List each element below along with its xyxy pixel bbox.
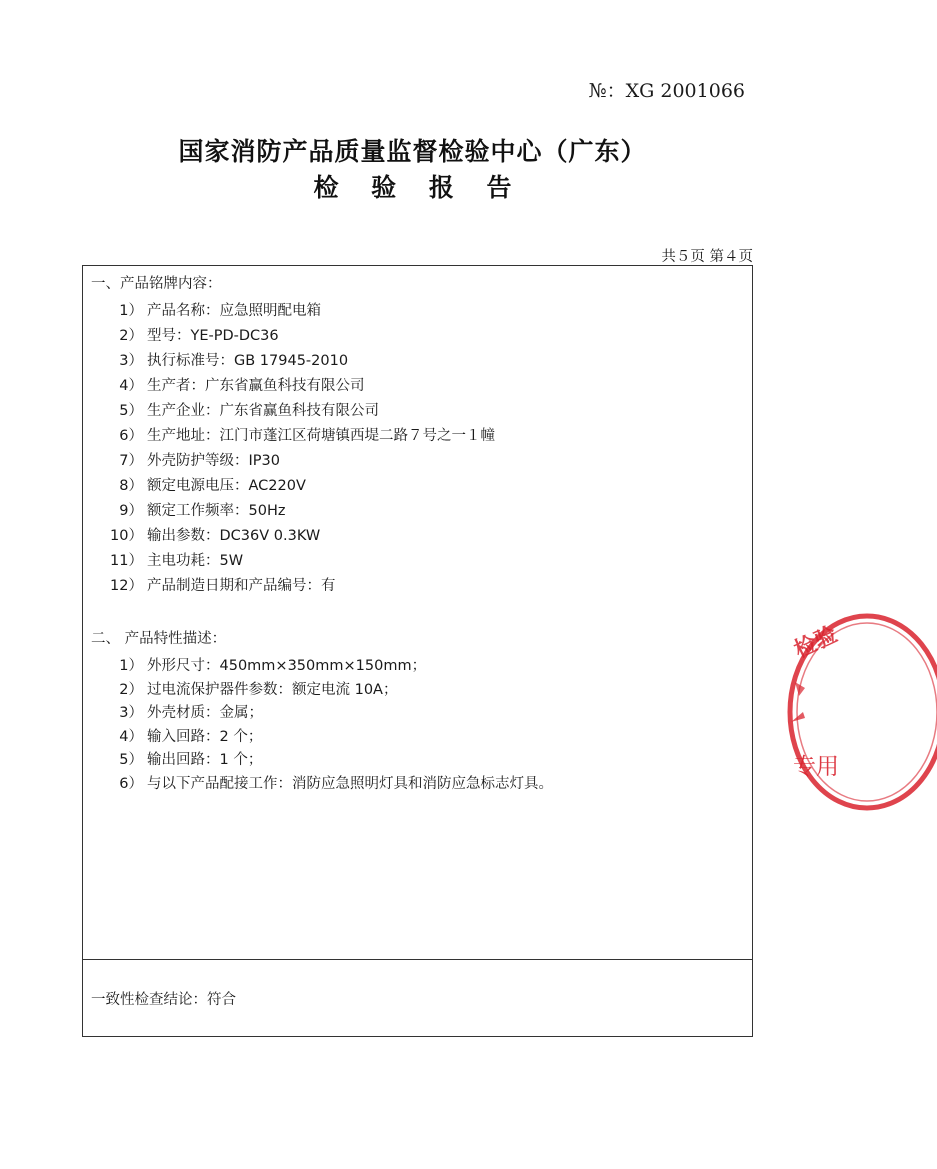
section1-item-text: 产品名称：应急照明配电箱 xyxy=(147,303,321,319)
section1-item-text: 生产者：广东省赢鱼科技有限公司 xyxy=(147,378,365,394)
section1-heading: 一、产品铭牌内容： xyxy=(91,276,222,292)
section2-item-text: 与以下产品配接工作：消防应急照明灯具和消防应急标志灯具。 xyxy=(147,775,553,792)
section1-item-number: 12） xyxy=(110,578,143,594)
section1-item-number: 9） xyxy=(119,503,143,519)
section1-item-number: 4） xyxy=(119,378,143,394)
section1-item-number: 7） xyxy=(119,453,143,469)
section1-item-number: 8） xyxy=(119,478,143,494)
section1-item-text: 额定工作频率：50Hz xyxy=(147,503,286,519)
section2-item-text: 外壳材质：金属； xyxy=(147,705,263,721)
section1-item-number: 6） xyxy=(119,428,143,444)
section-divider xyxy=(83,959,752,960)
section1-item-text: 生产地址：江门市蓬江区荷塘镇西堤二路７号之一１幢 xyxy=(147,428,495,444)
section1-item-text: 外壳防护等级：IP30 xyxy=(147,453,280,469)
section2-item-number: 6） xyxy=(119,775,143,792)
conclusion-text: 一致性检查结论：符合 xyxy=(91,992,236,1008)
section1-item-text: 主电功耗：5W xyxy=(147,553,244,569)
section2-item-text: 外形尺寸：450mm×350mm×150mm； xyxy=(147,658,427,674)
report-subtitle: 检 验 报 告 xyxy=(313,173,524,202)
section1-item-number: 1） xyxy=(119,303,143,319)
section1-item-number: 10） xyxy=(110,528,143,544)
svg-text:专用: 专用 xyxy=(793,754,839,780)
section1-item-text: 执行标准号：GB 17945-2010 xyxy=(147,353,349,369)
seal-graphic xyxy=(787,612,937,812)
section2-heading: 二、 产品特性描述： xyxy=(91,631,227,647)
section2-item-number: 1） xyxy=(119,658,143,674)
red-seal-stamp xyxy=(787,612,937,812)
section1-item-text: 额定电源电压：AC220V xyxy=(147,478,306,494)
section1-item-number: 5） xyxy=(119,403,143,419)
section1-item-text: 型号：YE-PD-DC36 xyxy=(147,328,279,344)
section2-item-number: 3） xyxy=(119,705,143,721)
section1-item-text: 输出参数：DC36V 0.3KW xyxy=(147,528,321,544)
section2-item-number: 4） xyxy=(119,728,143,745)
section2-item-text: 输入回路：2 个； xyxy=(147,728,263,745)
svg-text:检验: 检验 xyxy=(790,622,842,664)
section2-item-number: 5） xyxy=(119,752,143,768)
section1-item-text: 生产企业：广东省赢鱼科技有限公司 xyxy=(147,403,379,419)
section2-item-text: 过电流保护器件参数：额定电流 10A； xyxy=(147,681,398,698)
page-count: 共５页 第４页 xyxy=(661,249,753,265)
section1-item-text: 产品制造日期和产品编号：有 xyxy=(147,578,336,594)
report-frame xyxy=(82,265,753,1037)
section1-item-number: 11） xyxy=(110,553,143,569)
report-title: 国家消防产品质量监督检验中心（广东） xyxy=(178,137,647,166)
section1-item-number: 2） xyxy=(119,328,143,344)
section2-item-number: 2） xyxy=(119,681,143,698)
section2-item-text: 输出回路：1 个； xyxy=(147,752,263,768)
section1-item-number: 3） xyxy=(119,353,143,369)
report-number: №：XG 2001066 xyxy=(588,80,745,102)
